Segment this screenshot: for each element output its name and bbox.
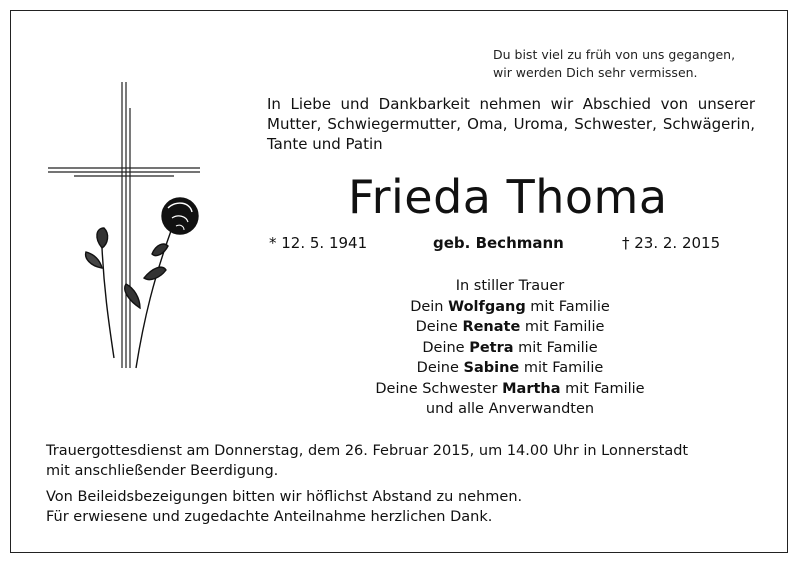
mourner-prefix: Deine Schwester (375, 380, 503, 397)
mourner-prefix: Deine (415, 319, 463, 335)
thanks-notice (46, 487, 746, 527)
deceased-name: Frieda Thoma (348, 170, 668, 224)
mourner-prefix: Deine (422, 339, 470, 356)
mourner-line (360, 358, 660, 379)
motto-line-2: wir werden Dich sehr vermissen. (493, 65, 698, 80)
mourner-suffix: mit Familie (525, 298, 610, 315)
mourner-name: Renate (462, 319, 521, 335)
motto-line-1: Du bist viel zu früh von uns gegangen, (493, 47, 736, 62)
mourner-name: Sabine (463, 360, 520, 376)
mourner-prefix: Dein (410, 298, 449, 315)
funeral-notice (46, 441, 746, 481)
death-date: † 23. 2. 2015 (622, 234, 721, 252)
mourner-suffix: mit Familie (513, 339, 598, 356)
mourner-suffix: mit Familie (560, 380, 645, 397)
mourner-name: Martha (502, 380, 561, 397)
motto-verse (493, 46, 735, 82)
maiden-name: geb. Bechmann (433, 234, 564, 252)
mourner-name: Petra (469, 339, 514, 356)
mourners-closing: und alle Anverwandten (425, 401, 595, 417)
mourner-suffix: mit Familie (520, 319, 605, 335)
mourner-line (360, 317, 660, 338)
rose-icon (86, 198, 198, 368)
intro-text: In Liebe und Dankbarkeit nehmen wir Abschied von unserer Mutter, Schwiegermutter, Oma, Uroma, Schwester, Schwägerin, Tante und Patin (267, 95, 755, 153)
funeral-line-2: mit anschließender Beerdigung. (46, 463, 279, 479)
thanks-line-2: Für erwiesene und zugedachte Anteilnahme herzlichen Dank. (46, 509, 493, 525)
thanks-line-1: Von Beileidsbezeigungen bitten wir höflichst Abstand zu nehmen. (46, 489, 523, 505)
mourner-prefix: Deine (416, 360, 464, 376)
mourners-list (360, 276, 660, 420)
mourner-line (360, 379, 660, 400)
birth-date: * 12. 5. 1941 (269, 234, 368, 252)
funeral-line-1: Trauergottesdienst am Donnerstag, dem 26. Februar 2015, um 14.00 Uhr in Lonnerstadt (46, 443, 689, 459)
mourner-line (360, 338, 660, 359)
mourner-suffix: mit Familie (519, 360, 604, 376)
mourner-line (360, 297, 660, 318)
mourner-name: Wolfgang (448, 298, 526, 315)
cross-with-rose-artwork (44, 78, 204, 378)
mourners-heading: In stiller Trauer (455, 278, 565, 294)
